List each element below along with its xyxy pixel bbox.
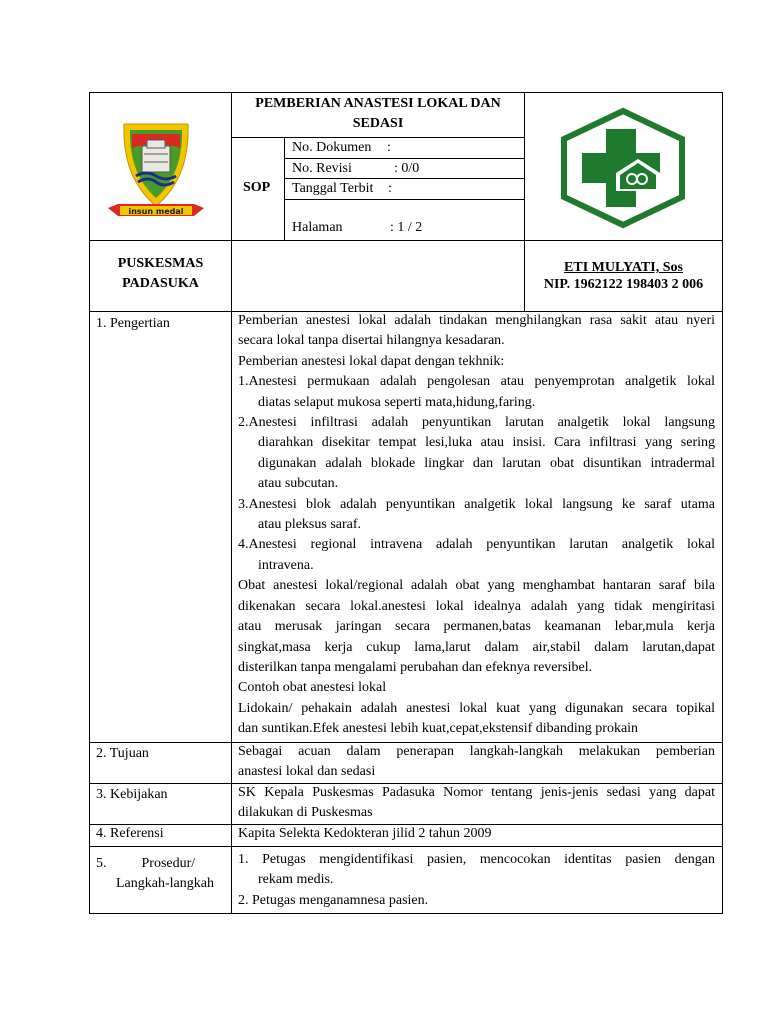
document-title-line2: SEDASI [352,116,404,131]
text-line: singkat,masa kerja cukup lama,larut dalam air,stabil dalam larutan,dapat [238,639,715,655]
section-label-referensi: 4. Referensi [96,826,164,841]
signer-nip: NIP. 1962122 198403 2 006 [543,277,704,292]
text-line: SK Kepala Puskesmas Padasuka Nomor tentang jenis-jenis sedasi yang dapat [238,785,715,800]
table-border-left [89,92,90,914]
text-line: atau subcutan. [258,476,339,492]
text-line: 2.Anestesi infiltrasi adalah penyuntikan larutan analgetik lokal langsung [238,415,715,431]
procedure-step: 2. Petugas menganamnesa pasien. [238,892,429,908]
prosedur-content [238,850,715,911]
text-line: atau merusak jaringan secara permanen,batas keamanan lebar,mula kerja [238,619,715,635]
section-label-prosedur-line1: 5. Prosedur/ [96,856,196,871]
text-line: anastesi lokal dan sedasi [238,764,376,780]
municipal-crest-logo [104,118,208,224]
text-line: atau pleksus saraf. [258,517,362,533]
text-line: Obat anestesi lokal/regional adalah obat yang menghambat hantaran saraf bila [238,578,715,594]
text-line: dilakukan di Puskesmas [238,805,373,821]
no-dokumen-label: No. Dokumen [292,140,372,155]
pengertian-content [238,311,715,740]
text-line: Lidokain/ pehakain adalah anestesi lokal kuat yang digunakan secara topikal [238,700,715,716]
org-name-line2: PADASUKA [122,276,199,291]
svg-text:insun medal: insun medal [128,207,184,216]
title-divider [231,137,525,138]
halaman-label: Halaman [292,220,343,235]
section-label-kebijakan: 3. Kebijakan [96,787,168,802]
section-label-tujuan: 2. Tujuan [96,746,149,761]
text-line: secara lokal tanpa disertai hilangnya kesadaran. [238,333,505,349]
puskesmas-logo [558,107,688,229]
text-line: digunakan adalah blokade lingkar dan larutan obat disuntikan intradermal [258,455,715,471]
text-line: rekam medis. [258,872,334,888]
text-line: disterilkan tanpa mengalami perubahan dan efeknya reversibel. [238,659,593,675]
document-title-line1: PEMBERIAN ANASTESI LOKAL DAN [255,96,501,111]
halaman-value: : 1 / 2 [390,220,423,235]
tanggal-terbit-value: : [388,181,392,196]
org-name-line1: PUSKESMAS [117,256,204,271]
text-line: dikenakan secara lokal.anestesi lokal idealnya adalah yang tidak mengiritasi [238,598,715,614]
no-dokumen-value: : [387,140,391,155]
kebijakan-content [238,783,715,824]
sop-label: SOP [243,180,271,195]
referensi-content [238,824,715,844]
text-line: Pemberian anestesi lokal adalah tindakan menghilangkan rasa sakit atau nyeri [238,313,715,328]
procedure-step: 1. Petugas mengidentifikasi pasien, mencocokan identitas pasien dengan [238,852,715,867]
text-line: Kapita Selekta Kedokteran jilid 2 tahun 2009 [238,826,492,841]
text-line: intravena. [258,557,314,573]
column-divider-left [231,92,232,914]
text-line: diatas selaput mukosa seperti mata,hidung,faring. [258,394,536,410]
text-line: 4.Anestesi regional intravena adalah penyuntikan larutan analgetik lokal [238,537,715,553]
text-line: diarahkan disekitar tempat lesi,luka atau insisi. Cara infiltrasi yang sering [258,435,715,451]
section-label-prosedur-line2: Langkah-langkah [116,876,214,891]
text-line: 1.Anestesi permukaan adalah pengolesan atau penyemprotan analgetik lokal [238,374,715,390]
table-border-bottom [89,913,723,914]
signer-name: ETI MULYATI, Sos [564,260,683,275]
no-revisi-value: : 0/0 [394,161,420,176]
section-label-pengertian: 1. Pengertian [96,316,170,331]
text-line: Pemberian anestesi lokal dapat dengan tekhnik: [238,353,505,369]
row-divider-4 [89,846,723,847]
meta-divider-3 [284,199,525,200]
no-revisi-label: No. Revisi [292,161,352,176]
text-line: dan suntikan.Efek anestesi lebih kuat,cepat,ekstensif dibanding prokain [238,721,639,737]
text-line: 3.Anestesi blok adalah penyuntikan analgetik lokal langsung ke saraf utama [238,496,715,512]
sop-divider [284,137,285,241]
tanggal-terbit-label: Tanggal Terbit [292,181,374,196]
header-divider [89,240,723,241]
tujuan-content [238,742,715,783]
text-line: Sebagai acuan dalam penerapan langkah-langkah melakukan pemberian [238,744,715,759]
table-border-top [89,92,723,93]
text-line: Contoh obat anestesi lokal [238,680,387,696]
table-border-right [722,92,723,914]
